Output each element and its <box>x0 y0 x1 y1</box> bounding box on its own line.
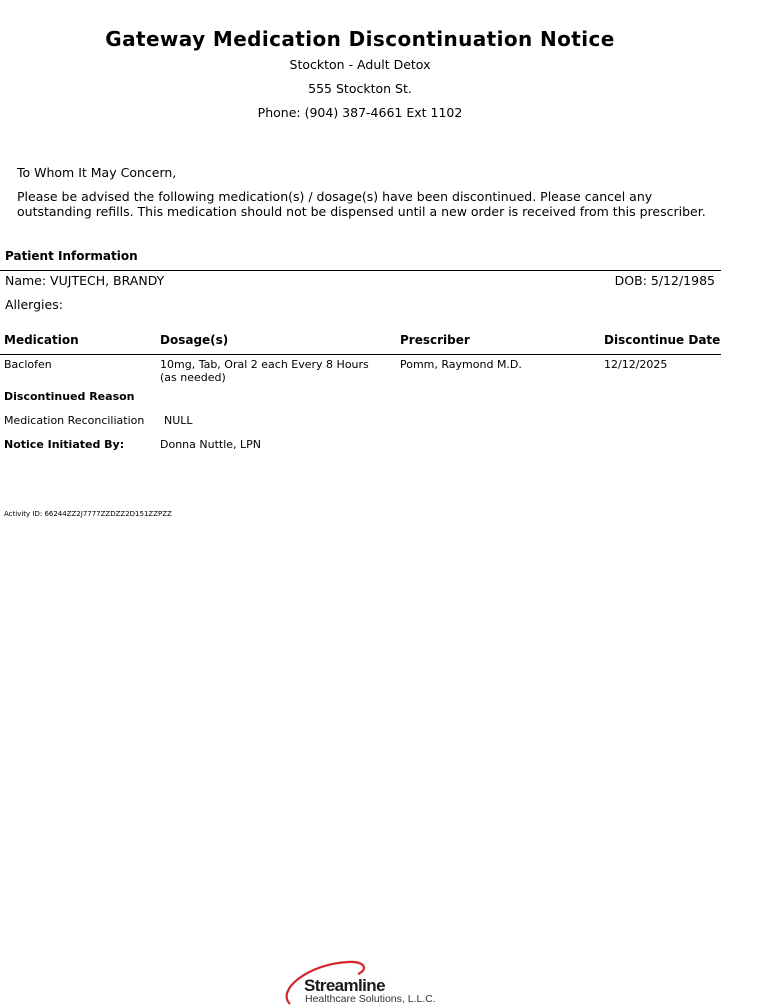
facility-name: Stockton - Adult Detox <box>289 57 431 72</box>
row-dosage-line-2: (as needed) <box>160 371 226 384</box>
row-prescriber: Pomm, Raymond M.D. <box>400 358 522 371</box>
discontinued-reason-label: Discontinued Reason <box>4 390 135 403</box>
logo-name: Streamline <box>304 976 385 995</box>
discontinued-reason-value: Medication Reconciliation <box>4 414 145 427</box>
row-medication: Baclofen <box>4 358 52 371</box>
salutation: To Whom It May Concern, <box>17 165 177 180</box>
row-dosage <box>160 358 369 384</box>
patient-dob: DOB: 5/12/1985 <box>614 273 715 288</box>
logo-tagline: Healthcare Solutions, L.L.C. <box>305 993 436 1005</box>
header-prescriber: Prescriber <box>400 333 470 347</box>
header-medication: Medication <box>4 333 79 347</box>
document-title: Gateway Medication Discontinuation Notice <box>105 27 615 51</box>
notice-initiated-value: Donna Nuttle, LPN <box>160 438 262 451</box>
notice-body-line-2: outstanding refills. This medication should not be dispensed until a new order is received from this prescriber. <box>17 204 706 219</box>
patient-section-title: Patient Information <box>5 249 138 263</box>
notice-initiated-label: Notice Initiated By: <box>4 438 125 451</box>
patient-section-rule <box>0 270 721 271</box>
row-dosage-line-1: 10mg, Tab, Oral 2 each Every 8 Hours <box>160 358 369 371</box>
patient-allergies: Allergies: <box>5 297 63 312</box>
facility-phone: Phone: (904) 387-4661 Ext 1102 <box>257 105 463 120</box>
notice-body-line-1: Please be advised the following medication(s) / dosage(s) have been discontinued. Please cancel any <box>17 189 653 204</box>
row-discontinue-date: 12/12/2025 <box>604 358 668 371</box>
activity-id: Activity ID: 66244ZZ2J7777ZZDZZ2D151ZZPZZ <box>4 510 172 518</box>
notice-body <box>17 189 706 219</box>
header-discontinue-date: Discontinue Date <box>604 333 721 347</box>
facility-address: 555 Stockton St. <box>308 81 412 96</box>
discontinued-reason-note: NULL <box>164 414 193 427</box>
header-dosage: Dosage(s) <box>160 333 229 347</box>
streamline-logo <box>278 958 448 1006</box>
table-header-rule <box>0 354 721 355</box>
patient-name: Name: VUJTECH, BRANDY <box>5 273 165 288</box>
